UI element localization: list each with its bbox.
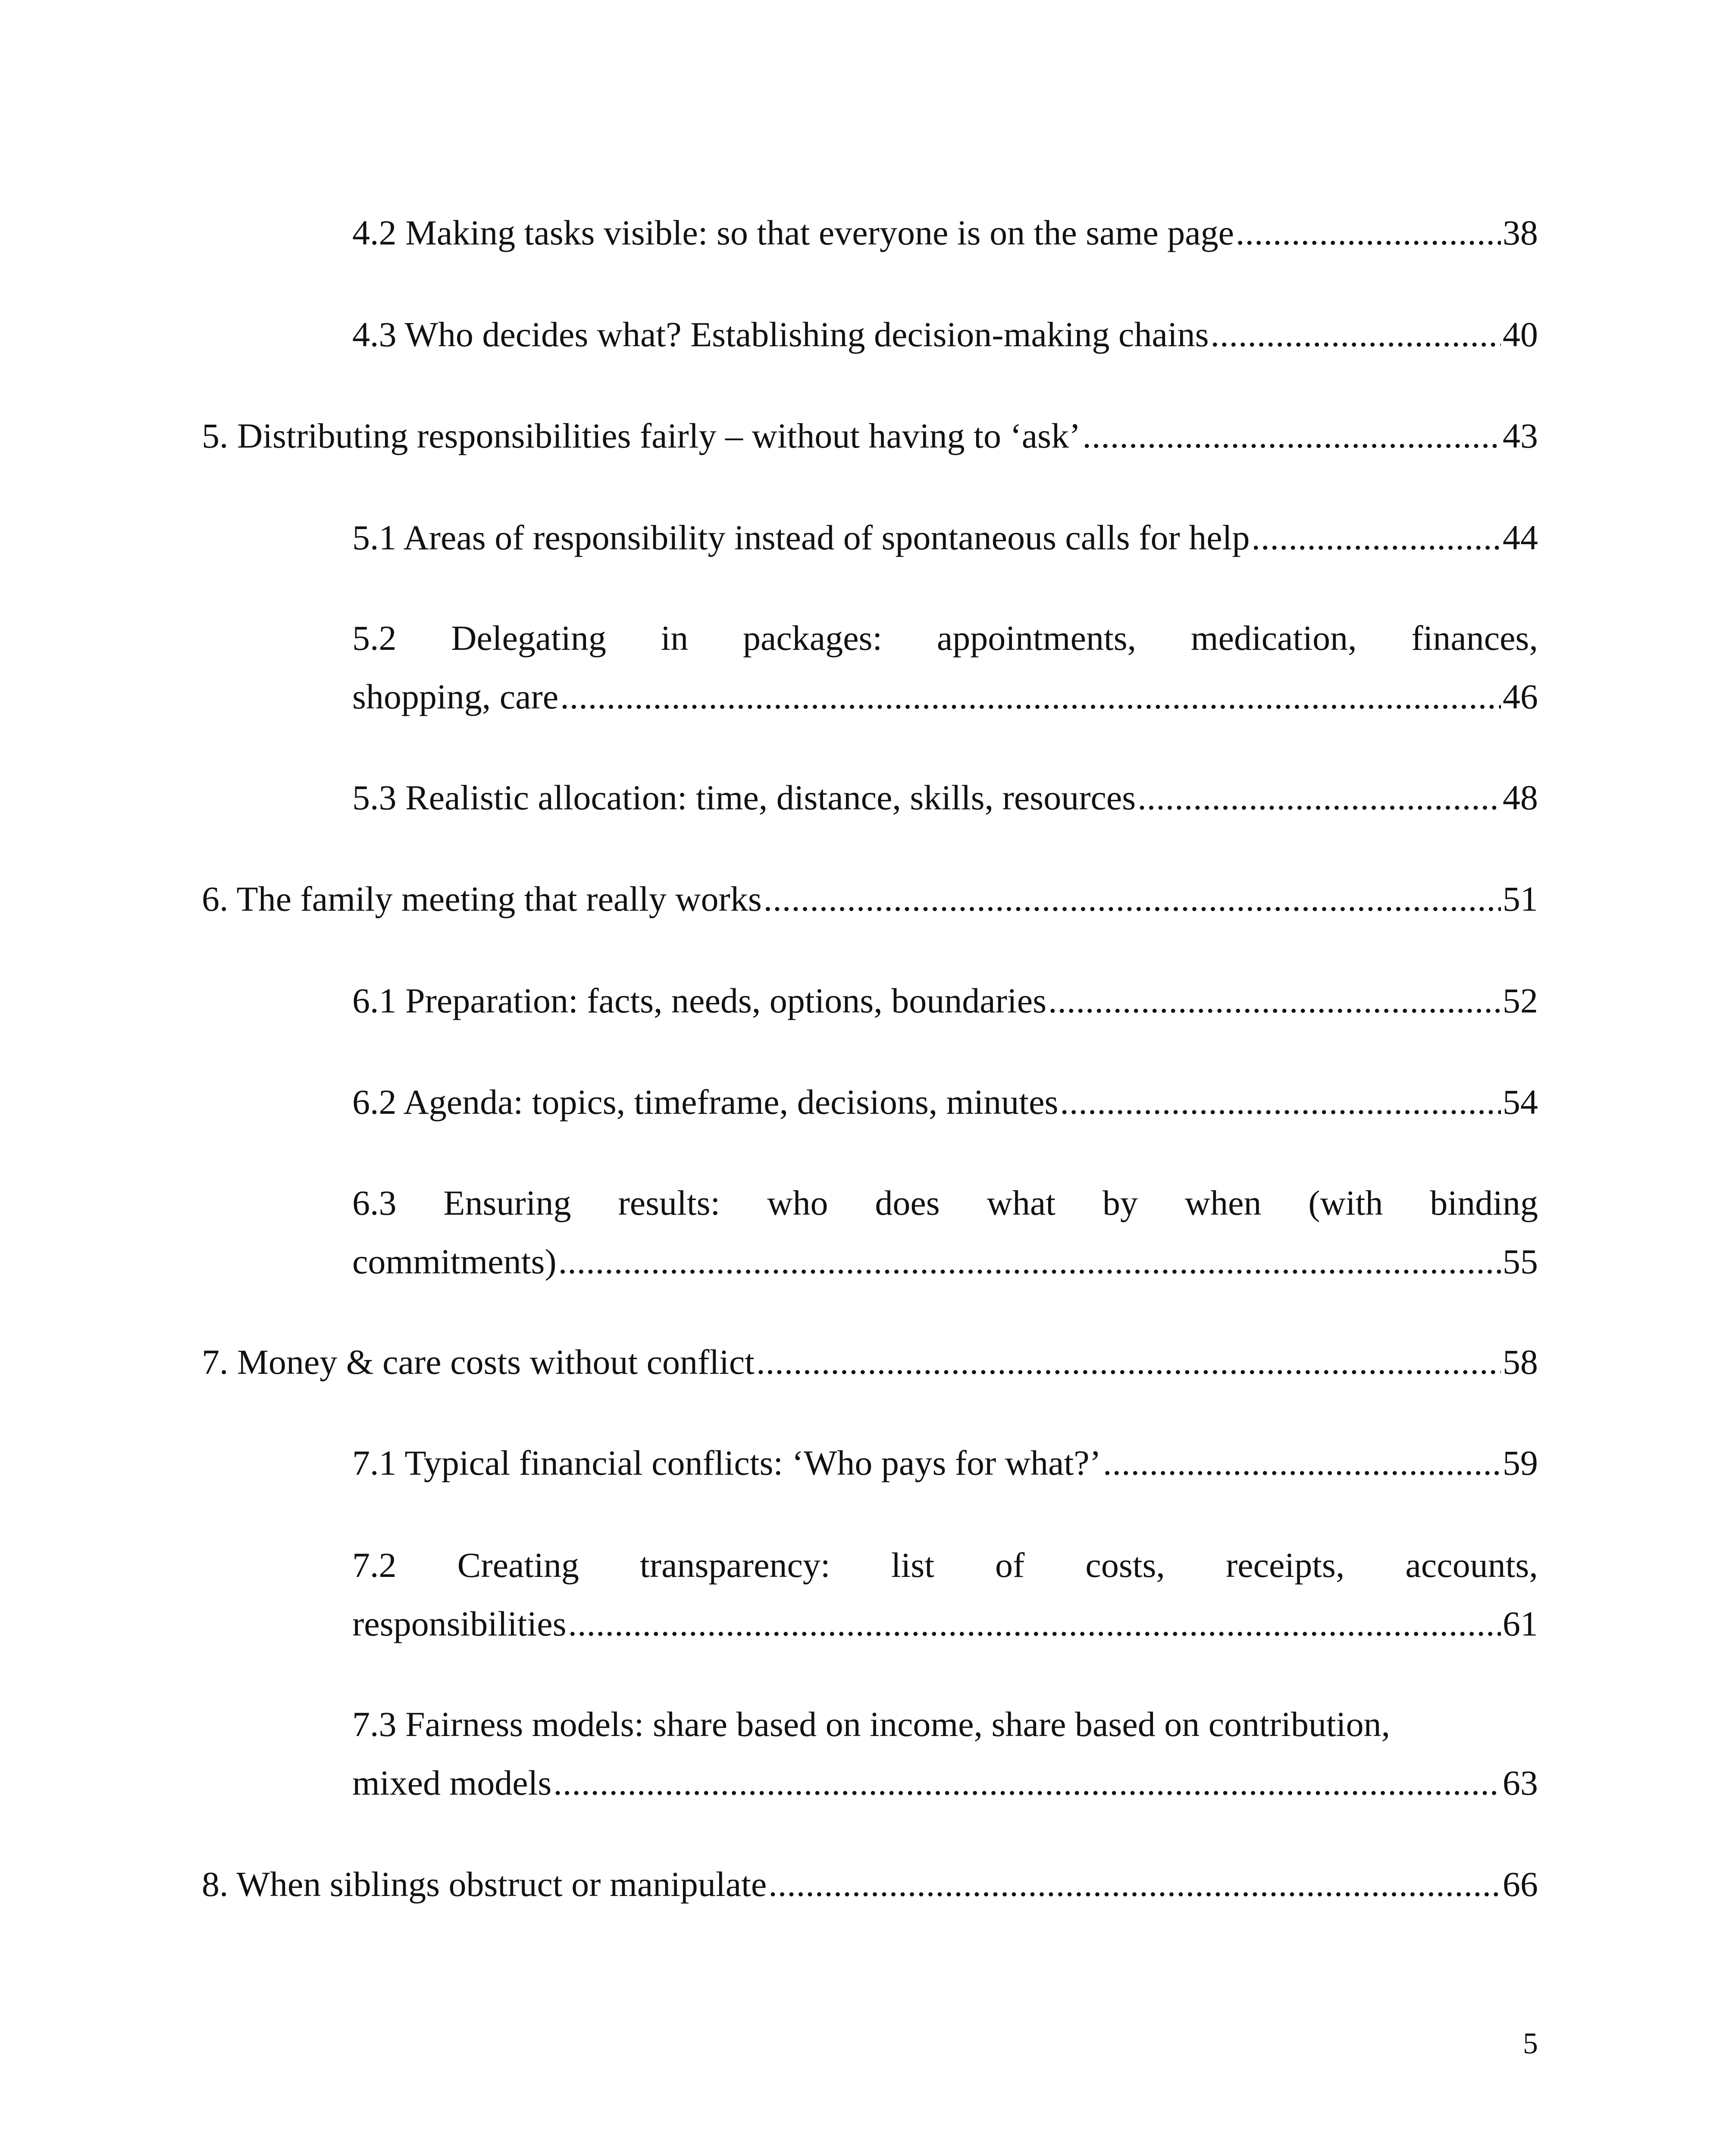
- toc-entry-line: [352, 768, 1538, 827]
- toc-leader-dots: [768, 1855, 1501, 1914]
- toc-leader-dots: [764, 870, 1501, 928]
- toc-leader-dots: [1103, 1434, 1501, 1492]
- toc-leader-dots: [1211, 305, 1501, 364]
- toc-leader-dots: [568, 1595, 1501, 1653]
- toc-word: who: [767, 1183, 828, 1222]
- toc-entry-page: 38: [1503, 213, 1538, 252]
- toc-entry-line: [352, 1073, 1538, 1131]
- toc-entry-line: [352, 1434, 1538, 1492]
- toc-entry-line: [352, 1536, 1538, 1595]
- toc-entry-line: [352, 971, 1538, 1030]
- toc-entry-line: [202, 1855, 1538, 1914]
- toc-word: costs,: [1085, 1545, 1165, 1585]
- toc-entry-title: 4.2 Making tasks visible: so that everyone is on the same page: [352, 213, 1234, 252]
- toc-entry: [202, 1855, 1538, 1914]
- toc-word: packages:: [742, 618, 883, 658]
- toc-word: in: [661, 618, 689, 658]
- toc-entry: [202, 1333, 1538, 1391]
- toc-entry: [352, 1695, 1538, 1812]
- toc-entry-line: [202, 870, 1538, 928]
- toc-entry-page: 66: [1503, 1865, 1538, 1904]
- toc-entry-page: 44: [1503, 518, 1538, 557]
- toc-entry-title: shopping, care: [352, 677, 559, 716]
- toc-entry-line: [352, 609, 1538, 667]
- toc-entry: [352, 971, 1538, 1030]
- toc-word: receipts,: [1225, 1545, 1345, 1585]
- toc-entry-page: 61: [1503, 1604, 1538, 1643]
- toc-entry: [202, 407, 1538, 465]
- toc-entry-line: [352, 1754, 1538, 1812]
- toc-entry-page: 54: [1503, 1082, 1538, 1122]
- toc-word: does: [875, 1183, 940, 1222]
- toc-leader-dots: [1137, 768, 1501, 827]
- toc-entry-title: 6. The family meeting that really works: [202, 879, 762, 918]
- toc-entry: [352, 305, 1538, 364]
- toc-word: transparency:: [639, 1545, 830, 1585]
- toc-entry-title: 6.2 Agenda: topics, timeframe, decisions, minutes: [352, 1082, 1059, 1122]
- toc-entry-line: [352, 508, 1538, 567]
- toc-entry-line: [352, 1174, 1538, 1232]
- toc-word: when: [1184, 1183, 1262, 1222]
- toc-word: finances,: [1411, 618, 1538, 658]
- toc-entry-line: [202, 407, 1538, 465]
- toc-word: what: [987, 1183, 1056, 1222]
- toc-entry-page: 52: [1503, 981, 1538, 1020]
- page-number: 5: [1523, 2027, 1538, 2060]
- toc-word: list: [891, 1545, 934, 1585]
- toc-entry-page: 40: [1503, 315, 1538, 354]
- toc-word: accounts,: [1405, 1545, 1538, 1585]
- toc-entry-line: [352, 1232, 1538, 1291]
- toc-entry: [352, 1073, 1538, 1131]
- toc-leader-dots: [756, 1333, 1501, 1391]
- toc-entry: [352, 1434, 1538, 1492]
- toc-word: by: [1102, 1183, 1138, 1222]
- toc-word: results:: [618, 1183, 720, 1222]
- toc-leader-dots: [1060, 1073, 1501, 1131]
- toc-entry: [352, 1174, 1538, 1291]
- toc-entry-title: 4.3 Who decides what? Establishing decision-making chains: [352, 315, 1209, 354]
- toc-entry: [352, 1536, 1538, 1653]
- toc-entry-line: [352, 305, 1538, 364]
- toc-entry-line: [352, 1595, 1538, 1653]
- toc-word: Delegating: [451, 618, 606, 658]
- toc-entry-title: commitments): [352, 1242, 557, 1281]
- toc-entry-page: 51: [1503, 879, 1538, 918]
- toc-entry-title: mixed models: [352, 1763, 552, 1802]
- toc-leader-dots: [1082, 407, 1501, 465]
- toc-entry-title: 5.3 Realistic allocation: time, distance, skills, resources: [352, 778, 1136, 817]
- toc-entry-page: 59: [1503, 1443, 1538, 1482]
- toc-entry-title: 8. When siblings obstruct or manipulate: [202, 1865, 767, 1904]
- toc-leader-dots: [1251, 508, 1501, 567]
- toc-entry-page: 63: [1503, 1763, 1538, 1802]
- toc-entry-title: 7. Money & care costs without conflict: [202, 1342, 755, 1382]
- toc-entry-title: 5.1 Areas of responsibility instead of spontaneous calls for help: [352, 518, 1250, 557]
- toc-entry-page: 43: [1503, 416, 1538, 455]
- toc-entry-page: 55: [1503, 1242, 1538, 1281]
- toc-entry-line: [352, 204, 1538, 262]
- toc-word: 5.2: [352, 618, 397, 658]
- toc-entry-page: 48: [1503, 778, 1538, 817]
- toc-word: binding: [1430, 1183, 1538, 1222]
- toc-leader-dots: [558, 1232, 1501, 1291]
- toc-entry: [352, 609, 1538, 726]
- toc-entry: [352, 508, 1538, 567]
- toc-word: of: [995, 1545, 1025, 1585]
- toc-entry-title: 7.3 Fairness models: share based on income, share based on contribution,: [352, 1705, 1391, 1744]
- toc-entry-page: 58: [1503, 1342, 1538, 1382]
- toc-entry: [202, 870, 1538, 928]
- toc-entry-line: [352, 667, 1538, 726]
- toc-leader-dots: [553, 1754, 1501, 1812]
- toc-word: appointments,: [936, 618, 1137, 658]
- toc-word: Ensuring: [443, 1183, 571, 1222]
- toc-word: Creating: [457, 1545, 579, 1585]
- toc-entry-title: 7.1 Typical financial conflicts: ‘Who pays for what?’: [352, 1443, 1101, 1482]
- toc-leader-dots: [1236, 204, 1501, 262]
- toc-word: 6.3: [352, 1183, 397, 1222]
- toc-word: 7.2: [352, 1545, 397, 1585]
- toc-leader-dots: [560, 667, 1501, 726]
- toc-word: medication,: [1190, 618, 1357, 658]
- toc-word: (with: [1308, 1183, 1383, 1222]
- toc-entry: [352, 768, 1538, 827]
- toc-entry-title: 6.1 Preparation: facts, needs, options, boundaries: [352, 981, 1047, 1020]
- toc-entry-title: 5. Distributing responsibilities fairly – without having to ‘ask’: [202, 416, 1081, 455]
- toc-entry: [352, 204, 1538, 262]
- toc-entry-line: [352, 1695, 1538, 1754]
- toc-entry-title: responsibilities: [352, 1604, 567, 1643]
- toc-leader-dots: [1048, 971, 1501, 1030]
- toc-entry-line: [202, 1333, 1538, 1391]
- toc-entry-page: 46: [1503, 677, 1538, 716]
